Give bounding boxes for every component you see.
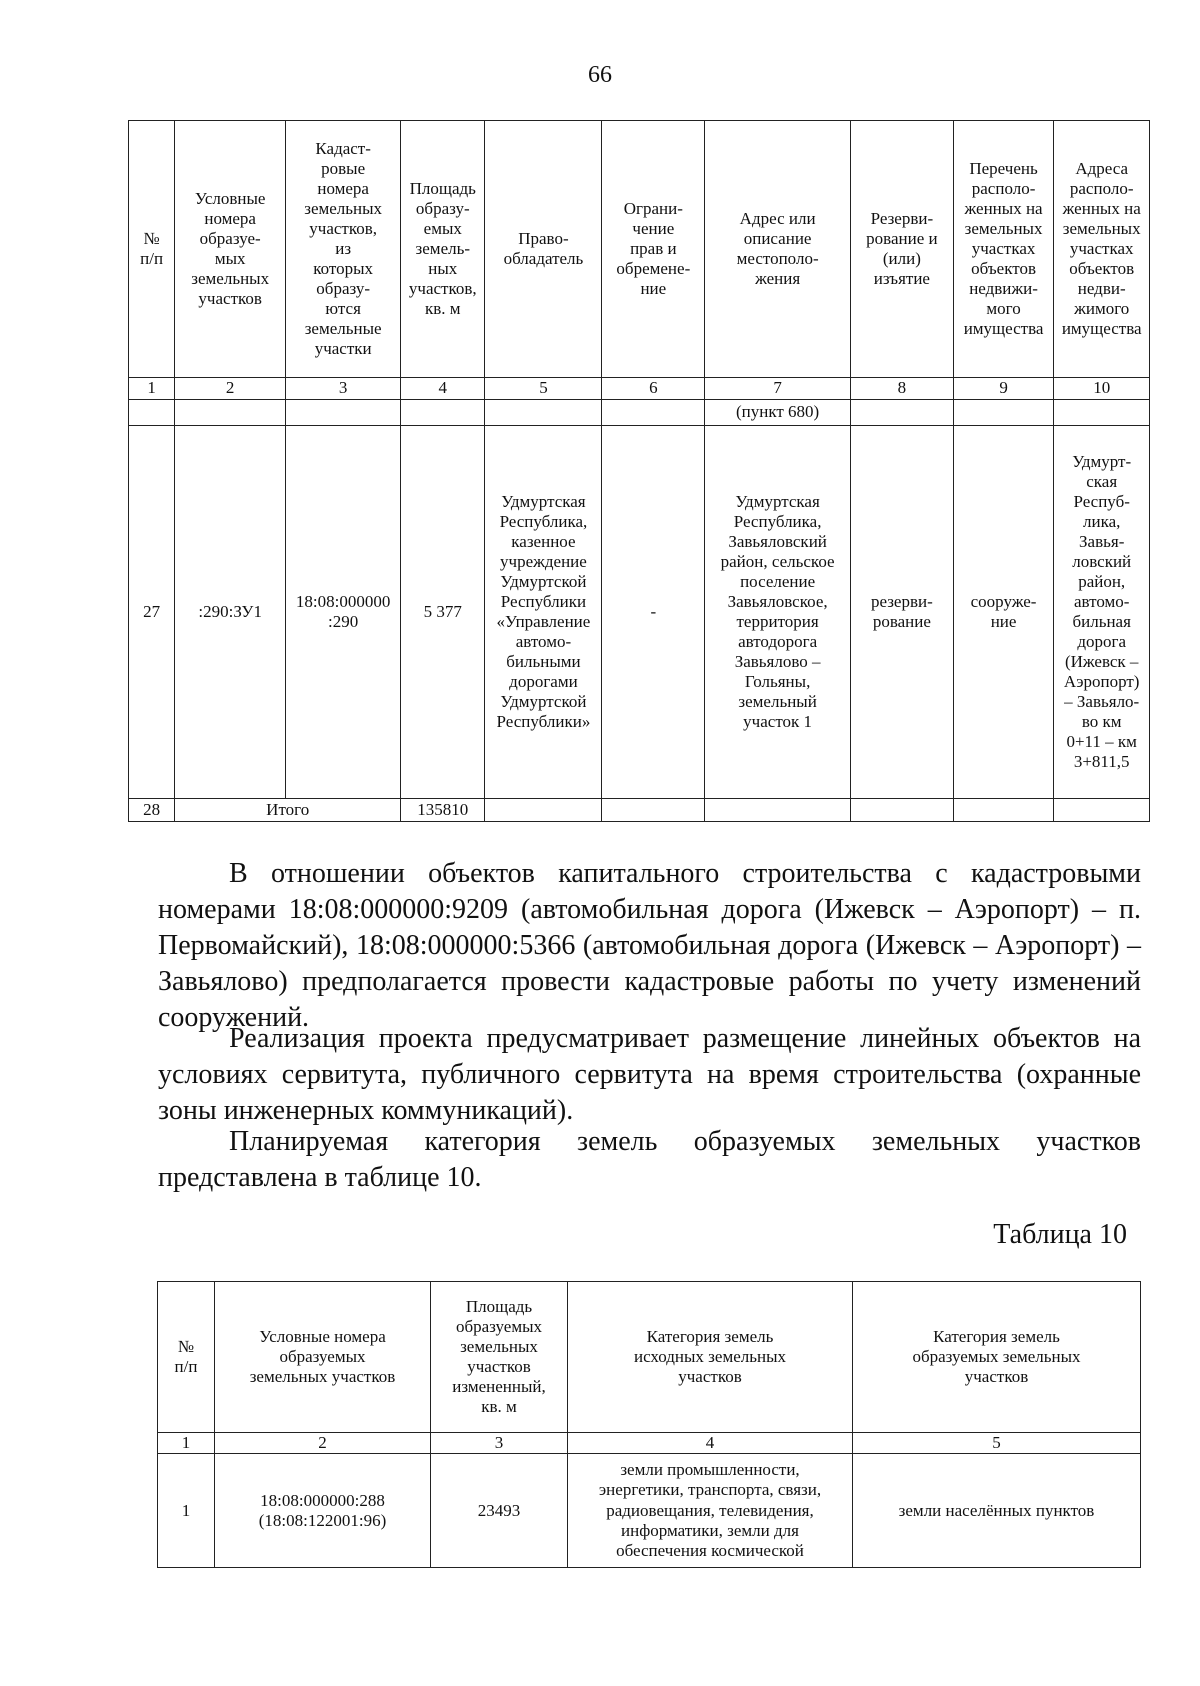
column-number: 8	[851, 378, 954, 400]
header-cell: Условные номера образуе- мых земельных участков	[175, 121, 286, 378]
column-number: 3	[431, 1433, 568, 1454]
objects-list: сооруже- ние	[953, 426, 1054, 799]
header-cell: Перечень располо- женных на земельных участках объектов недвижи- мого имущества	[953, 121, 1054, 378]
total-label: Итого	[175, 799, 401, 822]
column-number: 5	[485, 378, 602, 400]
table-header-row	[158, 1282, 1141, 1433]
header-cell: Категория земель образуемых земельных участков	[853, 1282, 1141, 1433]
column-number: 2	[215, 1433, 431, 1454]
column-number: 10	[1054, 378, 1150, 400]
column-number: 9	[953, 378, 1054, 400]
header-cell: Ограни- чение прав и обремене- ние	[602, 121, 705, 378]
continuation-row	[129, 400, 1150, 426]
header-cell: № п/п	[158, 1282, 215, 1433]
column-number: 6	[602, 378, 705, 400]
table-header-row	[129, 121, 1150, 378]
row-number: 28	[129, 799, 175, 822]
header-cell: Адреса располо- женных на земельных участках объектов недви- жимого имущества	[1054, 121, 1150, 378]
restriction: -	[602, 426, 705, 799]
header-cell: Категория земель исходных земельных участков	[568, 1282, 853, 1433]
paragraph-cadastral-works: В отношении объектов капитального строительства с кадастровыми номерами 18:08:000000:9209 (автомобильная дорога (Ижевск – Аэропорт) – п. Первомайский), 18:08:000000:5366 (автомобильная дорога (Ижевск – Аэропорт) – Завьялово) предполагается провести кадастровые работы по учету изменений сооружений.	[158, 858, 1141, 1033]
column-number: 7	[705, 378, 851, 400]
column-number: 1	[129, 378, 175, 400]
reservation: резерви- рование	[851, 426, 954, 799]
column-number: 5	[853, 1433, 1141, 1454]
land-plots-table	[128, 120, 1150, 822]
area-value: 5 377	[401, 426, 485, 799]
total-area: 135810	[401, 799, 485, 822]
source-category: земли промышленности, энергетики, транспорта, связи, радиовещания, телевидения, информатики, земли для обеспечения космической	[568, 1454, 853, 1568]
conditional-number: :290:ЗУ1	[175, 426, 286, 799]
total-row	[129, 799, 1150, 822]
column-number: 4	[568, 1433, 853, 1454]
column-number: 4	[401, 378, 485, 400]
row-number: 1	[158, 1454, 215, 1568]
land-category-table	[157, 1281, 1141, 1568]
table-caption: Таблица 10	[993, 1219, 1127, 1250]
header-cell: Адрес или описание местополо- жения	[705, 121, 851, 378]
header-cell: Резерви- рование и (или) изъятие	[851, 121, 954, 378]
target-category: земли населённых пунктов	[853, 1454, 1141, 1568]
header-cell: Право- обладатель	[485, 121, 602, 378]
column-number: 2	[175, 378, 286, 400]
page-number: 66	[588, 62, 612, 88]
header-cell: № п/п	[129, 121, 175, 378]
header-cell: Площадь образуемых земельных участков измененный, кв. м	[431, 1282, 568, 1433]
owner: Удмуртская Республика, казенное учреждение Удмуртской Республики «Управление автомо- бильными дорогами Удмуртской Республики»	[485, 426, 602, 799]
conditional-number: 18:08:000000:288 (18:08:122001:96)	[215, 1454, 431, 1568]
paragraph-servitude: Реализация проекта предусматривает размещение линейных объектов на условиях сервитута, публичного сервитута на время строительства (охранные зоны инженерных коммуникаций).	[158, 1023, 1141, 1126]
header-cell: Площадь образу- емых земель- ных участков, кв. м	[401, 121, 485, 378]
paragraph-category: Планируемая категория земель образуемых земельных участков представлена в таблице 10.	[158, 1126, 1141, 1193]
column-number: 3	[286, 378, 401, 400]
table-row	[158, 1454, 1141, 1568]
objects-address: Удмурт- ская Респуб- лика, Завья- ловский район, автомо- бильная дорога (Ижевск – Аэропорт) – Завьяло- во км 0+11 – км 3+811,5	[1054, 426, 1150, 799]
cadastral-number: 18:08:000000 :290	[286, 426, 401, 799]
column-number-row	[129, 378, 1150, 400]
column-number: 1	[158, 1433, 215, 1454]
area-value: 23493	[431, 1454, 568, 1568]
continuation-note: (пункт 680)	[705, 400, 851, 426]
table-row	[129, 426, 1150, 799]
row-number: 27	[129, 426, 175, 799]
address: Удмуртская Республика, Завьяловский район, сельское поселение Завьяловское, территория автодорога Завьялово – Гольяны, земельный участок 1	[705, 426, 851, 799]
header-cell: Кадаст- ровые номера земельных участков, из которых образу- ются земельные участки	[286, 121, 401, 378]
column-number-row	[158, 1433, 1141, 1454]
header-cell: Условные номера образуемых земельных участков	[215, 1282, 431, 1433]
